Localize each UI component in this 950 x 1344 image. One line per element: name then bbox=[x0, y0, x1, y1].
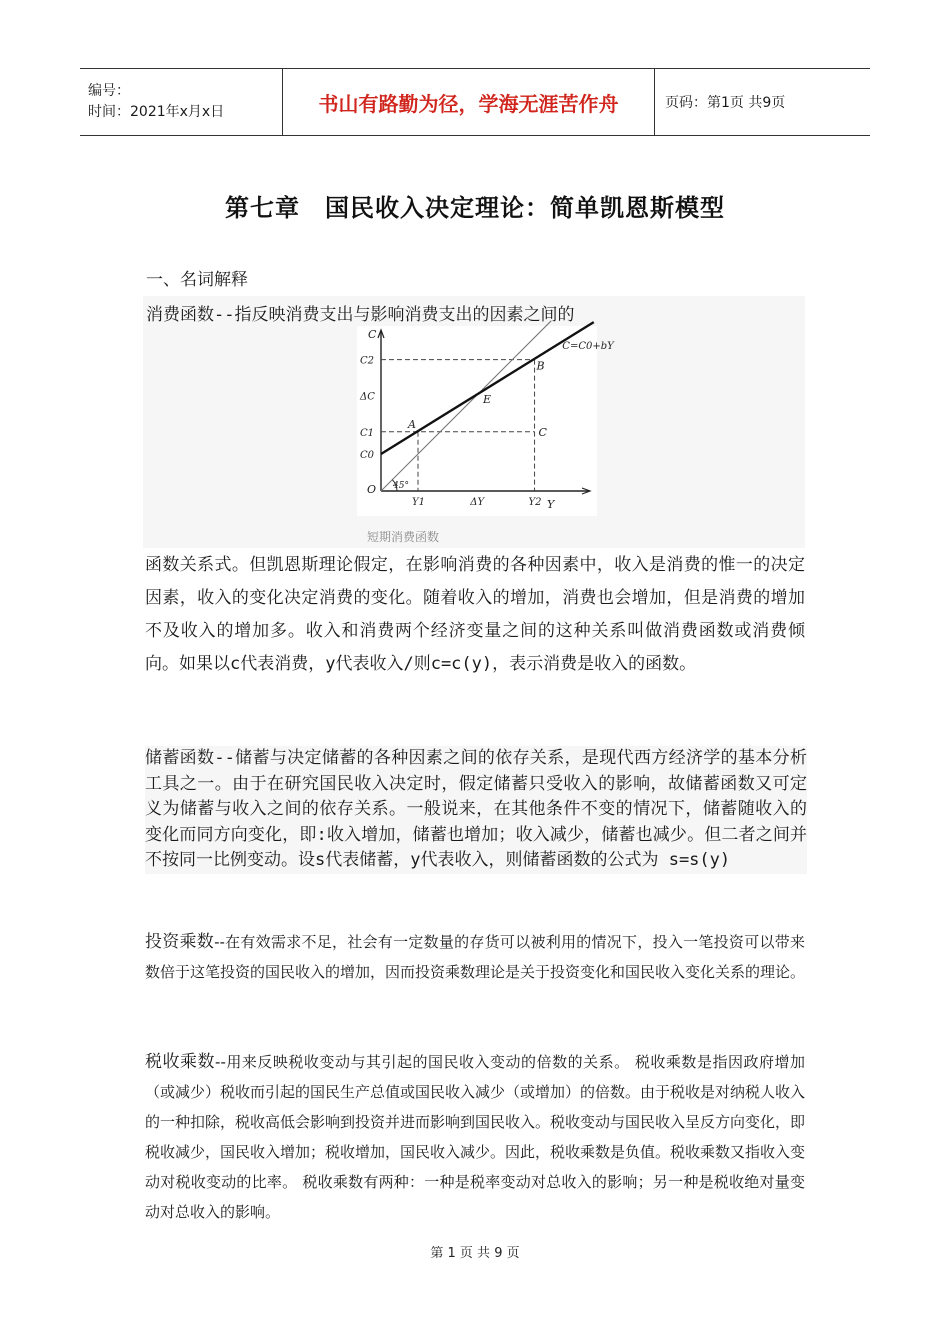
page-header bbox=[80, 68, 870, 136]
y-tick-label: C0 bbox=[360, 450, 375, 461]
header-page-info bbox=[655, 69, 870, 135]
motto-text: 书山有路勤为径，学海无涯苦作舟 bbox=[318, 91, 619, 116]
angle-label: 45° bbox=[393, 481, 409, 491]
page-footer: 第 1 页 共 9 页 bbox=[430, 1246, 520, 1261]
point-label-E: E bbox=[483, 392, 492, 406]
x-axis-label: Y bbox=[547, 498, 555, 511]
x-tick-label: Y1 bbox=[412, 497, 425, 508]
origin-label: O bbox=[367, 483, 377, 496]
consumption-first-line: 消费函数--指反映消费支出与影响消费支出的因素之间的 bbox=[146, 305, 575, 325]
header-motto bbox=[283, 69, 655, 135]
y-tick-label: C2 bbox=[360, 355, 375, 367]
point-label-B: B bbox=[536, 359, 545, 373]
section-heading: 一、名词解释 bbox=[146, 270, 248, 290]
point-label-A: A bbox=[408, 417, 416, 431]
investment-term: 投资乘数 bbox=[145, 932, 215, 952]
tax-definition: --用来反映税收变动与其引起的国民收入变动的倍数的关系。 税收乘数是指因政府增加（或减少）税收而引起的国民生产总值或国民收入减少（或增加）的倍数。由于税收是对纳税人收入的一种扣除，税收高低会影响到投资并进而影响到国民收入。税收变动与国民收入呈反方向变化，即税收减少，国民收入增加；税收增加，国民收入减少。因此，税收乘数是负值。税收乘数又指收入变动对税收变动的比率。 税收乘数有两种：一种是税率变动对总收入的影响；另一种是税收绝对量变动对总收入的影响。 bbox=[145, 1053, 806, 1221]
figure-caption: 短期消费函数 bbox=[366, 530, 439, 544]
page-title: 第七章 国民收入决定理论：简单凯恩斯模型 bbox=[225, 194, 725, 222]
investment-definition: --在有效需求不足，社会有一定数量的存货可以被利用的情况下，投入一笔投资可以带来数倍于这笔投资的国民收入的增加，因而投资乘数理论是关于投资变化和国民收入变化关系的理论。 bbox=[145, 933, 806, 981]
consumption-paragraph: 函数关系式。但凯恩斯理论假定，在影响消费的各种因素中，收入是消费的惟一的决定因素，收入的变化决定消费的变化。随着收入的增加，消费也会增加，但是消费的增加不及收入的增加多。收入和消费两个经济变量之间的这种关系叫做消费函数或消费倾向。如果以c代表消费，y代表收入/则c=c(y)，表示消费是收入的函数。 bbox=[145, 555, 805, 674]
document-date: 时间：2021年x月x日 bbox=[88, 104, 225, 120]
y-tick-label: ΔC bbox=[360, 391, 375, 403]
consumption-figure-block bbox=[143, 296, 805, 548]
tax-paragraph bbox=[145, 1047, 805, 1227]
tax-term: 税收乘数 bbox=[145, 1052, 216, 1072]
x-tick-label: ΔY bbox=[470, 497, 485, 508]
y-axis-label: C bbox=[368, 328, 377, 341]
page-info-text: 页码：第1页 共9页 bbox=[665, 95, 786, 111]
saving-paragraph: 储蓄函数--储蓄与决定储蓄的各种因素之间的依存关系，是现代西方经济学的基本分析工具之一。由于在研究国民收入决定时，假定储蓄只受收入的影响，故储蓄函数又可定义为储蓄与收入之间的依存关系。一般说来，在其他条件不变的情况下，储蓄随收入的变化而同方向变化，即:收入增加，储蓄也增加；收入减少，储蓄也减少。但二者之间并不按同一比例变动。设s代表储蓄，y代表收入，则储蓄函数的公式为 s=s(y) bbox=[145, 746, 807, 874]
consumption-function-chart bbox=[357, 326, 614, 516]
header-meta bbox=[80, 69, 283, 135]
x-tick-label: Y2 bbox=[528, 497, 542, 508]
investment-paragraph bbox=[145, 927, 805, 987]
y-tick-label: C1 bbox=[360, 427, 375, 439]
consumption-line-label: C=C0+bY bbox=[562, 341, 614, 353]
point-label-C: C bbox=[538, 425, 547, 439]
document-number: 编号： bbox=[88, 83, 130, 99]
